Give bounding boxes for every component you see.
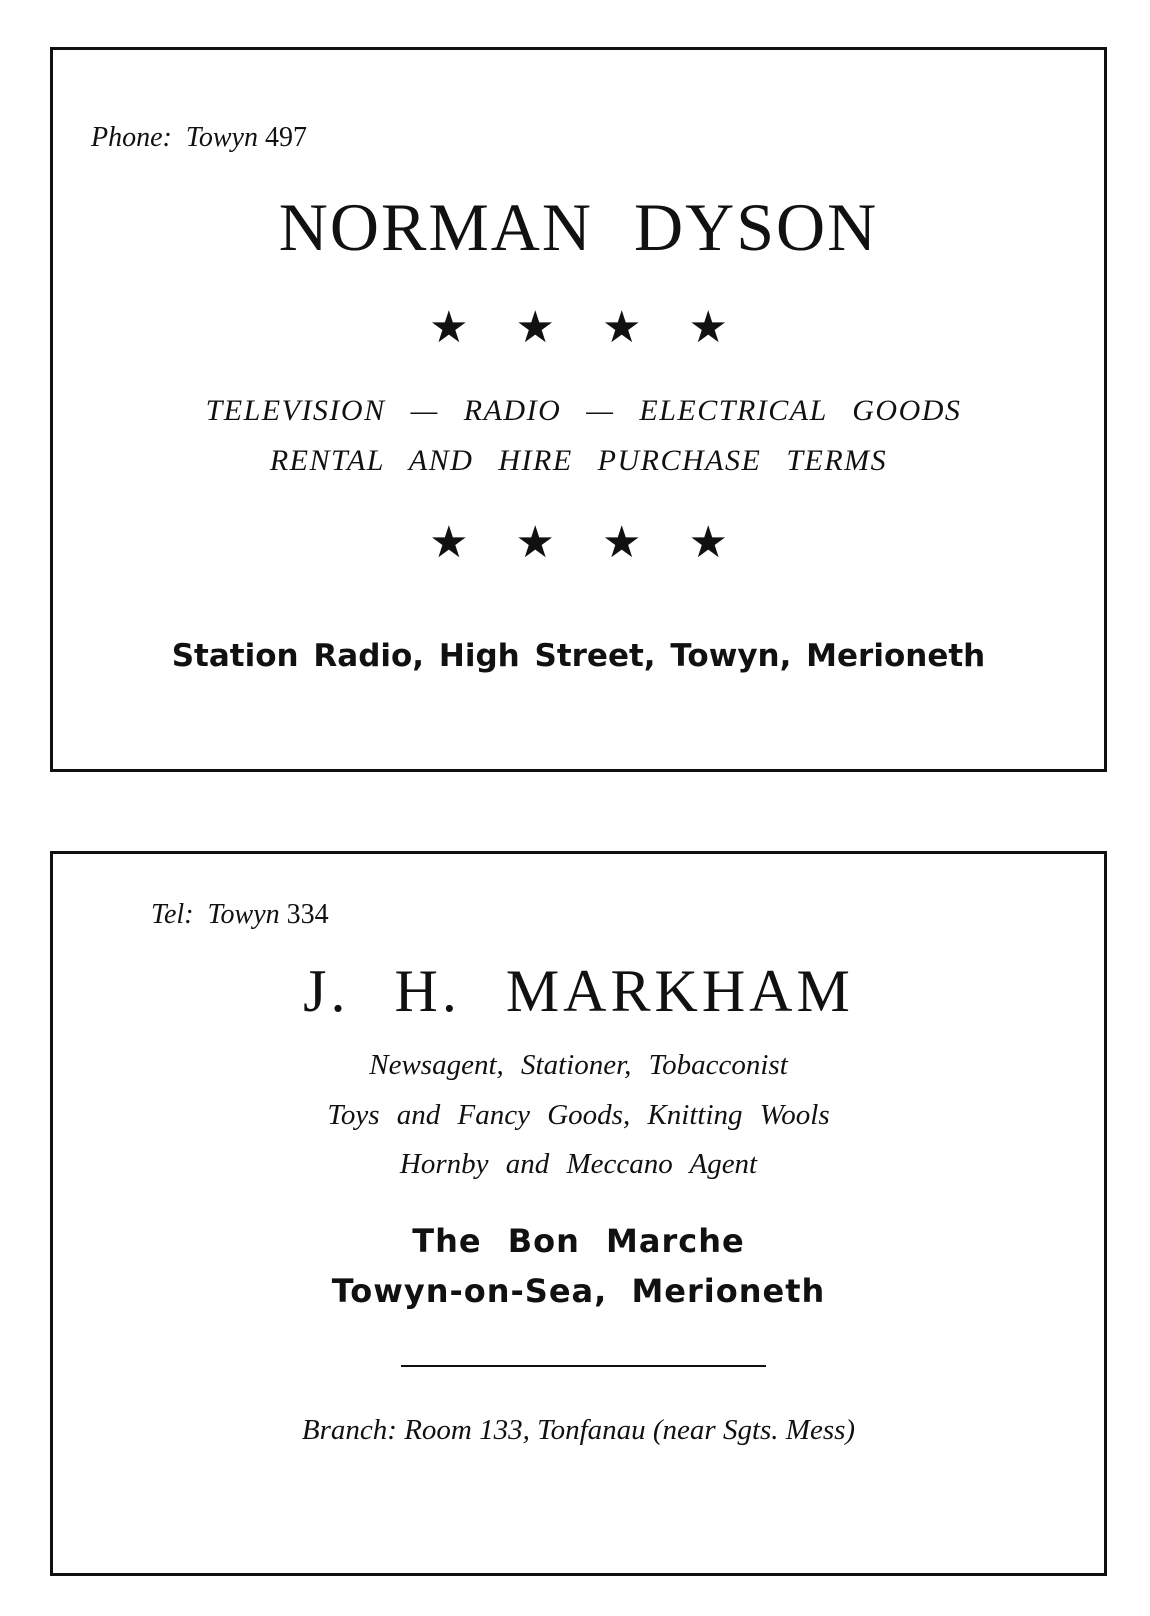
phone-label: Tel: [151, 899, 194, 930]
horizontal-rule [401, 1365, 766, 1367]
advert-norman-dyson [50, 47, 1107, 772]
trades-line-3: Hornby and Meccano Agent [399, 1148, 758, 1180]
shop-name: The Bon Marche [412, 1222, 745, 1260]
shop-address: Towyn-on-Sea, Merioneth [331, 1272, 826, 1310]
star-divider-bottom: ★ ★ ★ ★ [429, 518, 728, 567]
branch-label: Branch: [301, 1414, 397, 1446]
phone-place: Towyn [207, 899, 280, 930]
trades-line-1: Newsagent, Stationer, Tobacconist [369, 1049, 788, 1081]
phone-place: Towyn [185, 122, 258, 153]
services-line-2: RENTAL AND HIRE PURCHASE TERMS [269, 444, 888, 477]
business-name: J. H. MARKHAM [303, 958, 854, 1024]
services-line-1: TELEVISION — RADIO — ELECTRICAL GOODS [205, 394, 962, 427]
phone-number: 334 [286, 899, 329, 930]
phone-line [151, 899, 329, 931]
phone-number: 497 [264, 122, 307, 153]
phone-label: Phone: [91, 122, 172, 153]
branch-line [53, 1414, 1104, 1447]
advert-jh-markham [50, 851, 1107, 1576]
shop-address: Station Radio, High Street, Towyn, Merioneth [171, 638, 986, 674]
trades-line-2: Toys and Fancy Goods, Knitting Wools [327, 1099, 830, 1131]
phone-line [91, 122, 307, 154]
business-name: NORMAN DYSON [278, 189, 879, 265]
branch-detail: Room 133, Tonfanau (near Sgts. Mess) [404, 1414, 856, 1446]
star-divider-top: ★ ★ ★ ★ [429, 303, 728, 352]
